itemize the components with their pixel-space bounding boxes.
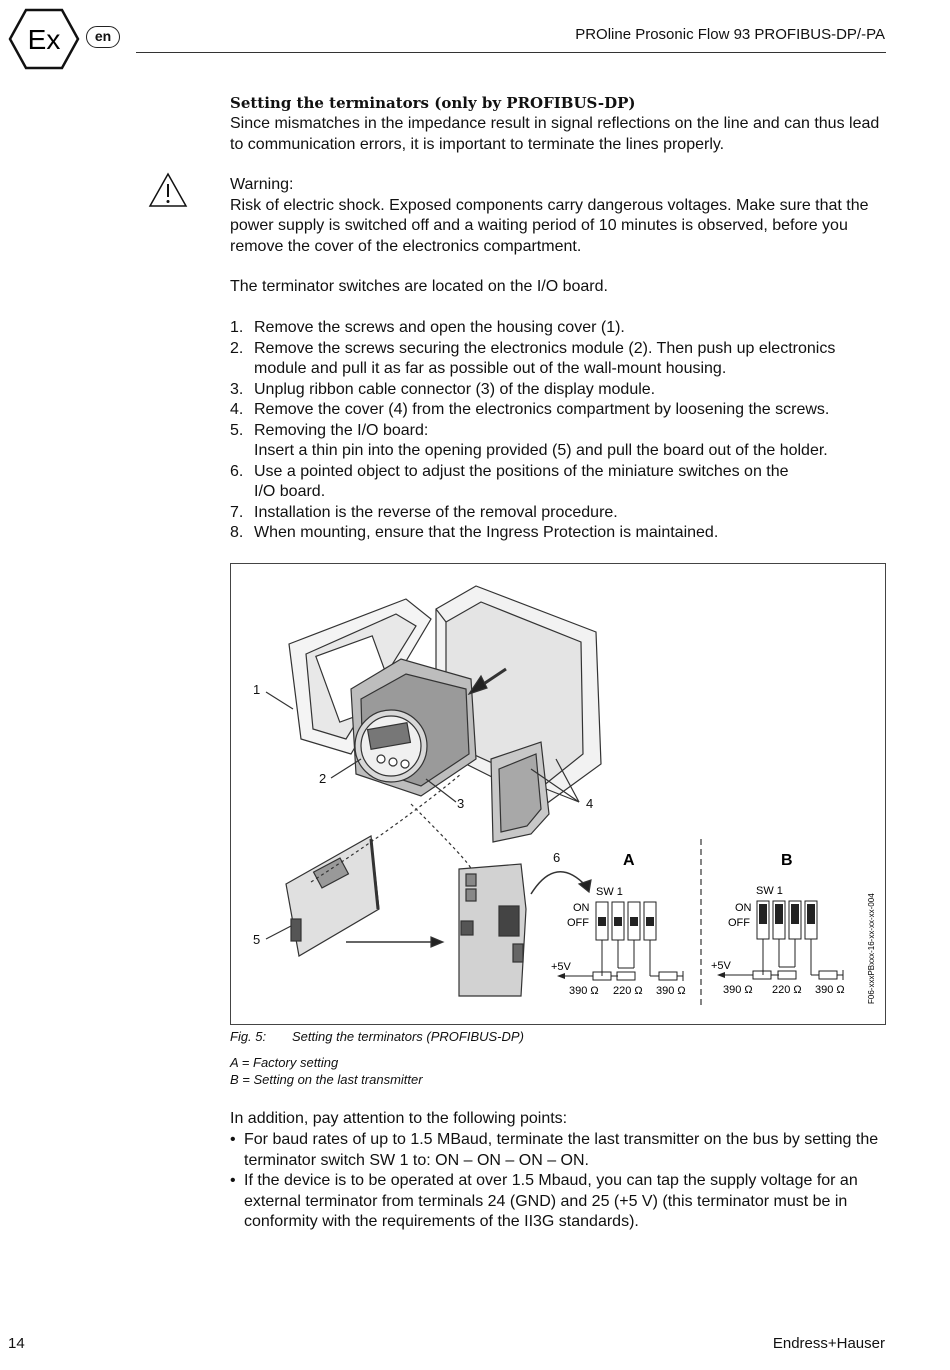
terminator-figure (230, 563, 886, 1025)
callout-2: 2 (319, 771, 327, 786)
language-badge: en (86, 26, 120, 48)
list-item: • For baud rates of up to 1.5 MBaud, terminate the last transmitter on the bus by setting the terminator switch SW 1 to: ON – ON – ON – ON. (230, 1131, 879, 1169)
figure-caption: Fig. 5: Setting the terminators (PROFIBUS-DP) (230, 1029, 524, 1044)
list-item: 5. Removing the I/O board: Insert a thin pin into the opening provided (5) and pull the board out of the holder. (230, 421, 828, 459)
callout-4: 4 (586, 796, 594, 811)
bullet-list (230, 1130, 890, 1233)
panel-a-on: ON (573, 902, 590, 914)
list-item: • If the device is to be operated at over 1.5 Mbaud, you can tap the supply voltage for an external terminator from terminals 24 (GND) and 25 (+5 V) (this terminator must be in conformity with the requirements of the II3G standards). (230, 1172, 858, 1230)
warning-label: Warning: (230, 176, 294, 193)
list-item: 8. When mounting, ensure that the Ingress Protection is maintained. (230, 524, 719, 541)
panel-b-on: ON (735, 902, 752, 914)
warning-text: Risk of electric shock. Exposed components carry dangerous voltages. Make sure that the power supply is switched off and a waiting period of 10 minutes is observed, before you remove the cover of the electronics compartment. (230, 196, 869, 255)
panel-a-off: OFF (567, 917, 589, 929)
warning-block (230, 175, 890, 257)
addition-paragraph: In addition, pay attention to the following points: (230, 1110, 568, 1127)
ex-logo (8, 8, 80, 70)
callout-1: 1 (253, 682, 261, 697)
list-item: 1. Remove the screws and open the housing cover (1). (230, 319, 625, 336)
panel-a-resistor-1: 390 Ω (569, 985, 599, 997)
io-board-illustration (286, 836, 379, 956)
figure-code: F06-xxxPBxxx-16-xx-xx-xx-004 (867, 893, 876, 1004)
list-item: 2. Remove the screws securing the electronics module (2). Then push up electronics module and pull it as far as possible out of the wall-mount housing. (230, 339, 836, 377)
logo-text: Ex (27, 24, 61, 55)
panel-b-resistor-2: 220 Ω (772, 984, 802, 996)
panel-b-off: OFF (728, 917, 750, 929)
callout-3: 3 (457, 796, 465, 811)
section-title: Setting the terminators (only by PROFIBUS-DP) (230, 94, 636, 112)
panel-a-resistor-3: 390 Ω (656, 985, 686, 997)
brand-name: Endress+Hauser (772, 1335, 885, 1352)
panel-b-resistor-1: 390 Ω (723, 984, 753, 996)
panel-b-supply: +5V (711, 960, 731, 972)
electronics-module-illustration (351, 659, 476, 796)
panel-a-resistor-2: 220 Ω (613, 985, 643, 997)
list-item: 4. Remove the cover (4) from the electronics compartment by loosening the screws. (230, 401, 830, 418)
compartment-cover-illustration (491, 742, 549, 842)
warning-icon (148, 172, 188, 208)
panel-b-resistor-3: 390 Ω (815, 984, 845, 996)
callout-6: 6 (553, 850, 561, 865)
callout-5: 5 (253, 932, 261, 947)
panel-a-label: A (623, 852, 635, 869)
terminator-note: The terminator switches are located on the I/O board. (230, 278, 608, 295)
board-detail-illustration (459, 864, 526, 996)
header-title: PROline Prosonic Flow 93 PROFIBUS-DP/-PA (575, 26, 885, 43)
panel-a-supply: +5V (551, 961, 571, 973)
page-number: 14 (8, 1335, 25, 1352)
legend-a: A = Factory setting (230, 1055, 339, 1070)
intro-paragraph: Since mismatches in the impedance result in signal reflections on the line and can thus lead to communication errors, it is important to terminate the lines properly. (230, 115, 880, 153)
list-item: 3. Unplug ribbon cable connector (3) of the display module. (230, 380, 656, 398)
panel-b (711, 852, 845, 996)
panel-b-switch: SW 1 (756, 885, 783, 897)
legend-b: B = Setting on the last transmitter (230, 1072, 423, 1087)
steps-list (230, 318, 890, 544)
header-rule (136, 52, 886, 53)
panel-b-label: B (781, 852, 793, 869)
panel-a-switch: SW 1 (596, 886, 623, 898)
list-item: 7. Installation is the reverse of the removal procedure. (230, 503, 618, 521)
list-item: 6. Use a pointed object to adjust the positions of the miniature switches on the I/O board. (230, 462, 789, 500)
